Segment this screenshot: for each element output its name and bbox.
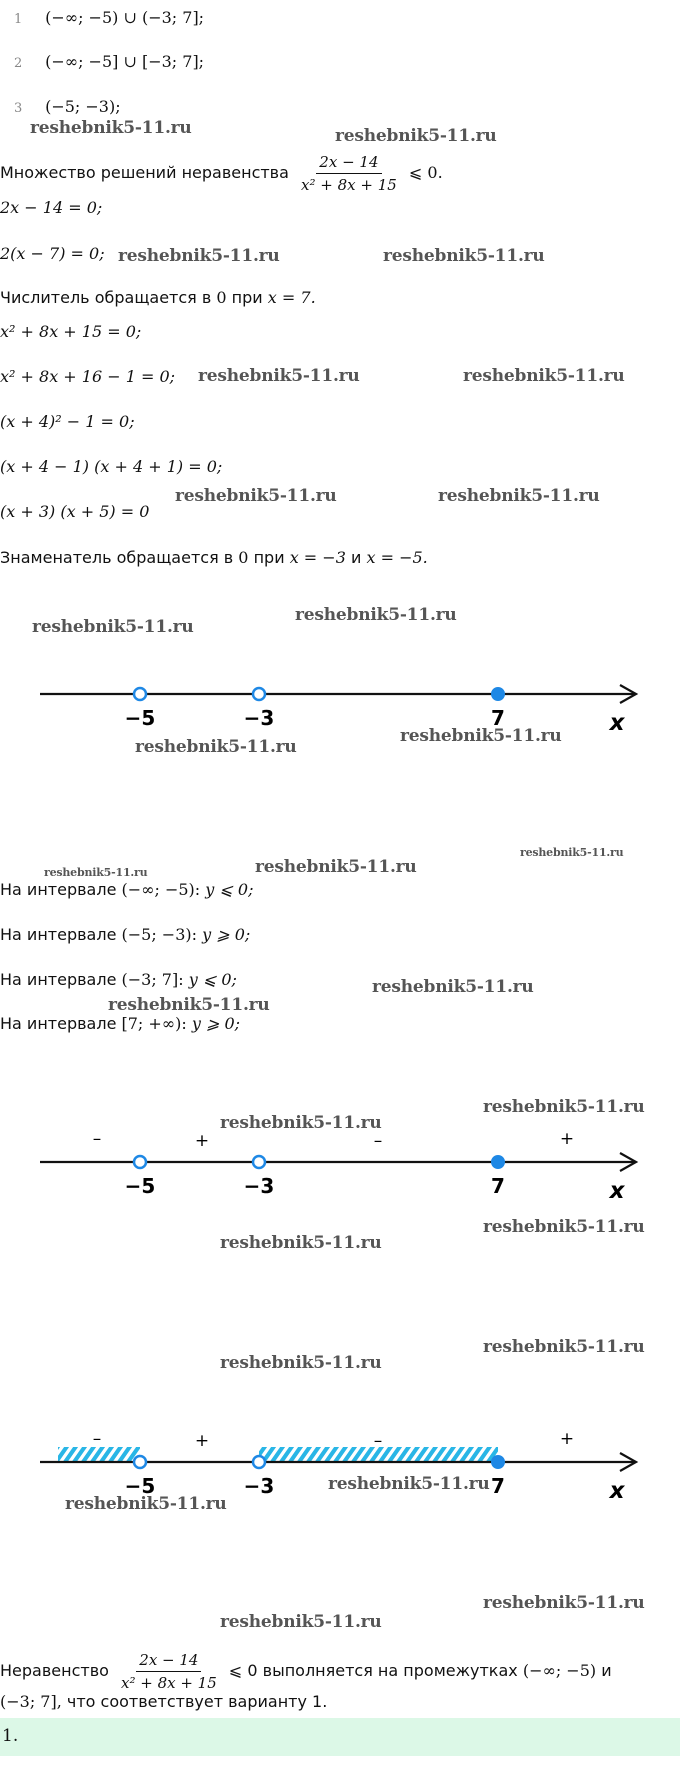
sign-label: – xyxy=(373,1431,383,1451)
interval-4: На интервале [7; +∞): y ⩾ 0; xyxy=(0,1014,241,1033)
open-point-minus5 xyxy=(134,688,146,700)
watermark: reshebnik5-11.ru xyxy=(198,366,360,386)
sign-label: + xyxy=(559,1129,575,1149)
step-3: Числитель обращается в 0 при x = 7. xyxy=(0,288,316,307)
watermark: reshebnik5-11.ru xyxy=(255,857,417,877)
step-7: (x + 4 − 1) (x + 4 + 1) = 0; xyxy=(0,457,223,476)
watermark: reshebnik5-11.ru xyxy=(220,1353,382,1373)
watermark: reshebnik5-11.ru xyxy=(463,366,625,386)
watermark: reshebnik5-11.ru xyxy=(335,126,497,146)
filled-point-7 xyxy=(492,1156,504,1168)
tick-label: −3 xyxy=(243,1174,275,1198)
option-3[interactable] xyxy=(0,97,121,119)
sign-label: + xyxy=(194,1131,210,1151)
sign-label: – xyxy=(92,1429,102,1449)
option-text: (−∞; −5] ∪ [−3; 7]; xyxy=(45,52,205,71)
option-text: (−∞; −5) ∪ (−3; 7]; xyxy=(45,8,205,27)
watermark: reshebnik5-11.ru xyxy=(383,246,545,266)
fraction: $\frac{2x - 14}{\text{x² + 8x + 15}}$ xyxy=(121,1651,217,1692)
option-2[interactable] xyxy=(0,52,204,74)
watermark: reshebnik5-11.ru xyxy=(483,1217,645,1237)
conclusion-line-1: Неравенство $\frac{2x - 14}{\text{x² + 8x + 15}}$ ⩽ 0 выполняется на промежутках (−∞; −5) и xyxy=(0,1651,612,1692)
watermark: reshebnik5-11.ru xyxy=(108,995,270,1015)
open-point-minus3 xyxy=(253,688,265,700)
step-6: (x + 4)² − 1 = 0; xyxy=(0,412,135,431)
step-4: x² + 8x + 15 = 0; xyxy=(0,322,142,341)
step-9: Знаменатель обращается в 0 при x = −3 и x = −5. xyxy=(0,548,428,567)
watermark: reshebnik5-11.ru xyxy=(44,866,148,879)
option-number: 3 xyxy=(14,101,23,116)
answer-box xyxy=(0,1718,680,1756)
sign-label: – xyxy=(373,1131,383,1151)
step-1: 2x − 14 = 0; xyxy=(0,198,103,217)
open-point-minus5 xyxy=(134,1156,146,1168)
axis-label: x xyxy=(609,710,625,736)
option-number: 1 xyxy=(14,12,23,27)
watermark: reshebnik5-11.ru xyxy=(220,1612,382,1632)
tick-label: −3 xyxy=(243,706,275,730)
number-line-1 xyxy=(0,670,680,750)
tick-label: −3 xyxy=(243,1474,275,1498)
sign-label: – xyxy=(92,1129,102,1149)
interval-3: На интервале (−3; 7]: y ⩽ 0; xyxy=(0,970,237,989)
watermark: reshebnik5-11.ru xyxy=(65,1494,227,1514)
option-text: (−5; −3); xyxy=(45,97,121,116)
axis-label: x xyxy=(609,1478,625,1504)
tick-label: 7 xyxy=(491,1174,505,1198)
problem-statement: Множество решений неравенства $\frac{2x - 14}{\text{x² + 8x + 15}}$ ⩽ 0. xyxy=(0,153,443,194)
step-2: 2(x − 7) = 0; xyxy=(0,244,105,263)
tick-label: −5 xyxy=(124,706,156,730)
filled-point-7 xyxy=(492,688,504,700)
tick-label: 7 xyxy=(491,1474,505,1498)
conclusion-line-2: (−3; 7], что соответствует варианту 1. xyxy=(0,1692,328,1711)
watermark: reshebnik5-11.ru xyxy=(295,605,457,625)
interval-1: На интервале (−∞; −5): y ⩽ 0; xyxy=(0,880,254,899)
step-5: x² + 8x + 16 − 1 = 0; xyxy=(0,367,176,386)
open-point-minus5 xyxy=(134,1456,146,1468)
option-number: 2 xyxy=(14,56,23,71)
watermark: reshebnik5-11.ru xyxy=(175,486,337,506)
watermark: reshebnik5-11.ru xyxy=(30,118,192,138)
watermark: reshebnik5-11.ru xyxy=(118,246,280,266)
interval-2: На интервале (−5; −3): y ⩾ 0; xyxy=(0,925,251,944)
sign-label: + xyxy=(559,1429,575,1449)
watermark: reshebnik5-11.ru xyxy=(483,1593,645,1613)
tick-label: 7 xyxy=(491,706,505,730)
watermark: reshebnik5-11.ru xyxy=(32,617,194,637)
watermark: reshebnik5-11.ru xyxy=(220,1113,382,1133)
watermark: reshebnik5-11.ru xyxy=(483,1337,645,1357)
hatch-region-left xyxy=(58,1447,140,1461)
tick-label: −5 xyxy=(124,1174,156,1198)
watermark: reshebnik5-11.ru xyxy=(400,726,562,746)
watermark: reshebnik5-11.ru xyxy=(438,486,600,506)
watermark: reshebnik5-11.ru xyxy=(372,977,534,997)
watermark: reshebnik5-11.ru xyxy=(520,846,624,859)
tick-label: −5 xyxy=(124,1474,156,1498)
axis-label: x xyxy=(609,1178,625,1204)
open-point-minus3 xyxy=(253,1456,265,1468)
filled-point-7 xyxy=(492,1456,504,1468)
option-1[interactable] xyxy=(0,8,204,30)
watermark: reshebnik5-11.ru xyxy=(328,1474,490,1494)
watermark: reshebnik5-11.ru xyxy=(483,1097,645,1117)
watermark: reshebnik5-11.ru xyxy=(220,1233,382,1253)
open-point-minus3 xyxy=(253,1156,265,1168)
step-8: (x + 3) (x + 5) = 0 xyxy=(0,502,150,521)
answer-value: 1. xyxy=(2,1726,19,1746)
watermark: reshebnik5-11.ru xyxy=(135,737,297,757)
fraction: $\frac{2x - 14}{\text{x² + 8x + 15}}$ xyxy=(301,153,397,194)
sign-label: + xyxy=(194,1431,210,1451)
